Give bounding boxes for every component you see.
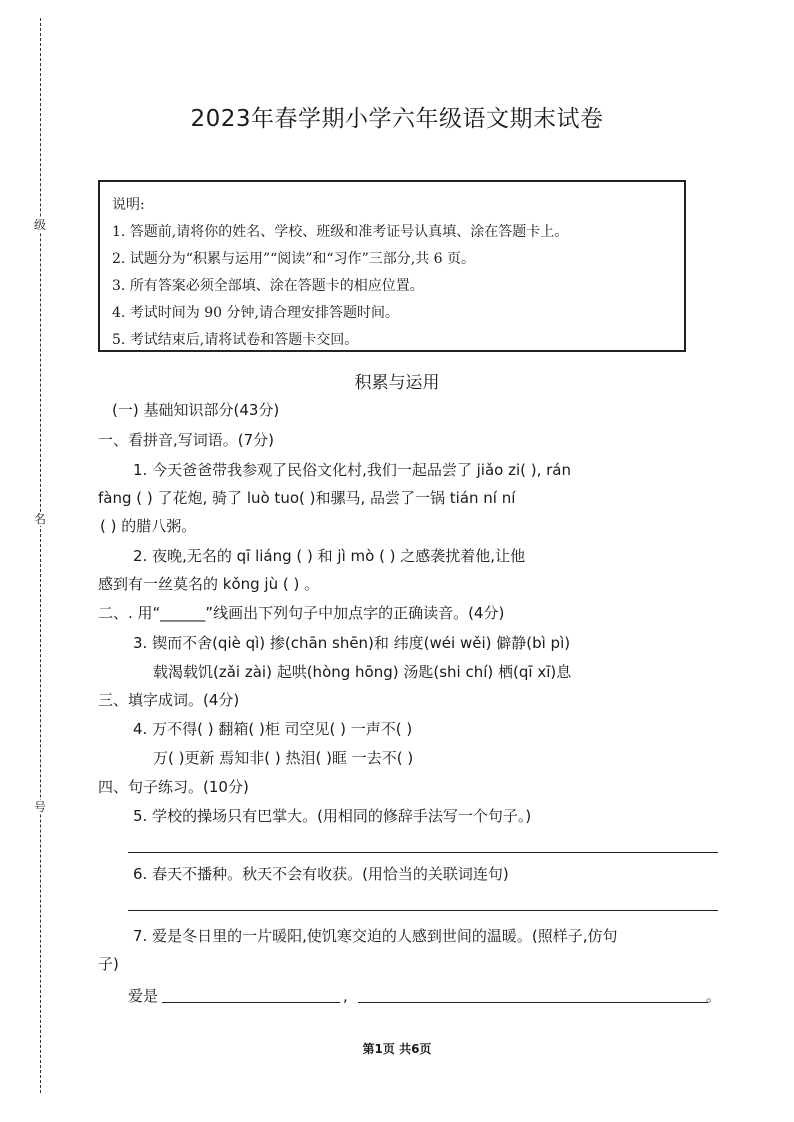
instruction-item: 3. 所有答案必须全部填、涂在答题卡的相应位置。 [112,278,424,294]
question-line: 3. 锲而不舍(qiè qì) 掺(chān shēn)和 纬度(wéi wěi) 僻静(bì pì) [133,634,571,652]
question-heading-four: 四、句子练习。(10分) [98,778,249,796]
answer-prompt: 爱是 [128,987,159,1005]
answer-line[interactable] [128,852,718,853]
binding-label-number: 号 [33,800,46,814]
question-line: ( ) 的腊八粥。 [100,517,197,535]
instruction-item: 2. 试题分为“积累与运用”“阅读”和“习作”三部分,共 6 页。 [112,251,476,267]
instruction-item: 5. 考试结束后,请将试卷和答题卡交回。 [112,332,359,348]
question-line: 1. 今天爸爸带我参观了民俗文化村,我们一起品尝了 jiǎo zi( ), rán [133,461,572,479]
answer-line[interactable] [358,1002,708,1003]
answer-period: 。 [706,987,722,1005]
question-line: fàng ( ) 了花炮, 骑了 luò tuo( )和骡马, 品尝了一锅 tián ní ní [98,489,516,507]
question-line: 7. 爱是冬日里的一片暖阳,使饥寒交迫的人感到世间的温暖。(照样子,仿句 [133,927,618,945]
question-line: 感到有一丝莫名的 kǒng jù ( ) 。 [98,575,320,593]
question-line: 载渴载饥(zǎi zài) 起哄(hòng hōng) 汤匙(shi chí) 栖(qī xī)息 [153,663,572,681]
question-line: 5. 学校的操场只有巴掌大。(用相同的修辞手法写一个句子。) [133,807,532,825]
binding-dashed-line [40,18,41,1093]
binding-label-class: 级 [33,218,46,232]
binding-label-name: 名 [33,512,46,526]
instructions-box [98,180,686,352]
answer-line[interactable] [128,910,718,911]
question-heading-one: 一、看拼音,写词语。(7分) [98,431,275,449]
question-line: 6. 春天不播种。秋天不会有收获。(用恰当的关联词连句) [133,865,509,883]
instruction-item: 4. 考试时间为 90 分钟,请合理安排答题时间。 [112,305,399,321]
instruction-item: 1. 答题前,请将你的姓名、学校、班级和准考证号认真填、涂在答题卡上。 [112,224,569,240]
section-title: 积累与运用 [354,373,440,393]
question-line: 子) [98,955,119,973]
question-heading-three: 三、填字成词。(4分) [98,691,240,709]
page-title: 2023年春学期小学六年级语文期末试卷 [190,106,604,132]
part-heading: (一) 基础知识部分(43分) [112,401,280,419]
question-line: 2. 夜晚,无名的 qī liáng ( ) 和 jì mò ( ) 之感袭扰着他,让他 [133,547,526,565]
question-line: 4. 万不得( ) 翻箱( )柜 司空见( ) 一声不( ) [133,720,413,738]
instructions-heading: 说明: [112,197,145,213]
page-footer: 第1页 共6页 [362,1042,432,1056]
question-heading-two: 二、. 用“______”线画出下列句子中加点字的正确读音。(4分) [98,604,505,622]
answer-comma: , [343,987,348,1005]
question-line: 万( )更新 焉知非( ) 热泪( )眶 一去不( ) [153,749,414,767]
answer-line[interactable] [162,1002,340,1003]
